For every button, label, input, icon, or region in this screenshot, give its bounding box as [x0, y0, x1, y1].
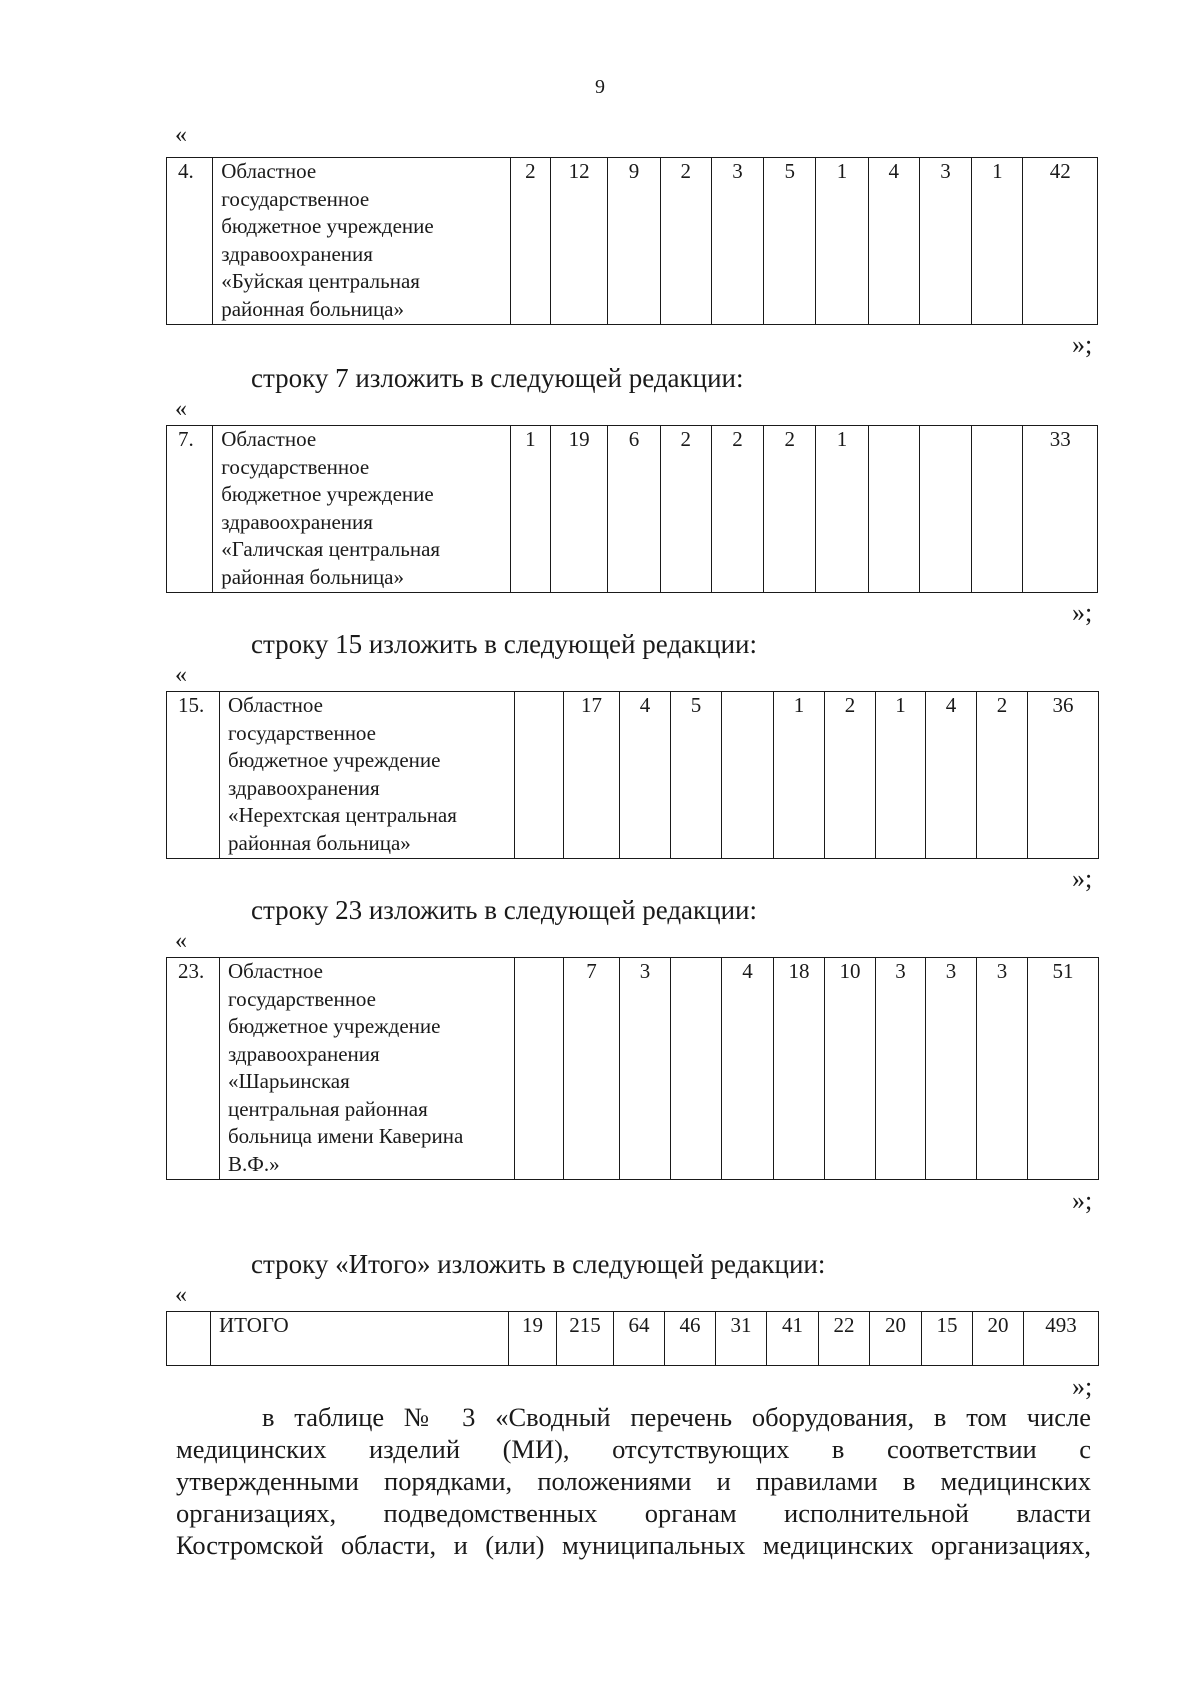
value-cell: 1 — [510, 426, 550, 593]
value-cell: 7 — [564, 958, 620, 1180]
total-cell: 51 — [1028, 958, 1099, 1180]
closing-quote: »; — [1072, 1186, 1093, 1215]
value-cell: 46 — [665, 1312, 716, 1366]
value-cell — [868, 426, 919, 593]
value-cell: 3 — [926, 958, 977, 1180]
closing-quote: »; — [1072, 864, 1093, 893]
paragraph-line: в таблице № 3 «Сводный перечень оборудования, в том числе — [262, 1402, 1091, 1432]
value-cell: 41 — [767, 1312, 819, 1366]
value-cell: 31 — [716, 1312, 767, 1366]
value-cell: 3 — [876, 958, 926, 1180]
value-cell: 215 — [557, 1312, 614, 1366]
value-cell: 64 — [614, 1312, 665, 1366]
paragraph-line: медицинских изделий (МИ), отсутствующих в соответствии с — [176, 1434, 1091, 1464]
instruction-text: строку 23 изложить в следующей редакции: — [251, 895, 758, 925]
row-number: 4. — [167, 158, 213, 325]
organization-name: Областное государственное бюджетное учреждение здравоохранения «Буйская центральная районная больница» — [213, 158, 511, 325]
value-cell: 4 — [722, 958, 774, 1180]
value-cell: 2 — [660, 158, 711, 325]
value-cell: 20 — [973, 1312, 1024, 1366]
value-cell: 18 — [774, 958, 825, 1180]
closing-quote: »; — [1072, 1372, 1093, 1401]
row-number — [167, 1312, 211, 1366]
value-cell — [722, 692, 774, 859]
value-cell: 4 — [620, 692, 671, 859]
organization-name: Областное государственное бюджетное учреждение здравоохранения «Нерехтская центральная районная больница» — [220, 692, 515, 859]
table-row-23 — [166, 957, 1099, 1180]
value-cell — [515, 958, 564, 1180]
value-cell — [919, 426, 971, 593]
opening-quote: « — [175, 396, 187, 422]
value-cell: 22 — [819, 1312, 870, 1366]
total-cell: 42 — [1023, 158, 1098, 325]
body-paragraph — [176, 1401, 1091, 1561]
instruction-text: строку «Итого» изложить в следующей редакции: — [251, 1249, 826, 1279]
total-cell: 493 — [1024, 1312, 1099, 1366]
value-cell — [671, 958, 722, 1180]
organization-name: Областное государственное бюджетное учреждение здравоохранения «Галичская центральная районная больница» — [213, 426, 511, 593]
value-cell: 20 — [870, 1312, 922, 1366]
row-number: 23. — [167, 958, 220, 1180]
value-cell: 3 — [711, 158, 763, 325]
row-number: 15. — [167, 692, 220, 859]
opening-quote: « — [175, 662, 187, 688]
value-cell: 4 — [868, 158, 919, 325]
organization-name: Областное государственное бюджетное учреждение здравоохранения «Шарьинская центральная районная больница имени Каверина В.Ф.» — [220, 958, 515, 1180]
value-cell: 10 — [825, 958, 876, 1180]
value-cell: 1 — [816, 426, 868, 593]
value-cell — [515, 692, 564, 859]
value-cell: 17 — [564, 692, 620, 859]
value-cell: 19 — [551, 426, 608, 593]
value-cell: 1 — [774, 692, 825, 859]
paragraph-line: Костромской области, и (или) муниципальных медицинских организациях, — [176, 1530, 1091, 1560]
total-label: ИТОГО — [211, 1312, 509, 1366]
value-cell: 12 — [551, 158, 608, 325]
table-row-4 — [166, 157, 1098, 325]
instruction-text: строку 7 изложить в следующей редакции: — [251, 363, 744, 393]
value-cell: 2 — [764, 426, 816, 593]
value-cell: 2 — [825, 692, 876, 859]
value-cell: 5 — [764, 158, 816, 325]
value-cell: 1 — [972, 158, 1023, 325]
value-cell: 1 — [816, 158, 868, 325]
value-cell: 1 — [876, 692, 926, 859]
paragraph-line: утвержденными порядками, положениями и правилами в медицинских — [176, 1466, 1091, 1496]
opening-quote: « — [175, 1282, 187, 1308]
value-cell: 5 — [671, 692, 722, 859]
value-cell: 2 — [977, 692, 1028, 859]
value-cell: 2 — [711, 426, 763, 593]
value-cell: 3 — [620, 958, 671, 1180]
row-number: 7. — [167, 426, 213, 593]
total-cell: 36 — [1028, 692, 1099, 859]
opening-quote: « — [175, 122, 187, 148]
value-cell: 2 — [660, 426, 711, 593]
table-row-7 — [166, 425, 1098, 593]
closing-quote: »; — [1072, 330, 1093, 359]
value-cell: 19 — [509, 1312, 557, 1366]
value-cell — [972, 426, 1023, 593]
value-cell: 6 — [608, 426, 660, 593]
value-cell: 4 — [926, 692, 977, 859]
paragraph-line: организациях, подведомственных органам исполнительной власти — [176, 1498, 1091, 1528]
closing-quote: »; — [1072, 598, 1093, 627]
value-cell: 3 — [919, 158, 971, 325]
value-cell: 3 — [977, 958, 1028, 1180]
value-cell: 15 — [922, 1312, 973, 1366]
table-row-15 — [166, 691, 1099, 859]
value-cell: 2 — [510, 158, 550, 325]
instruction-text: строку 15 изложить в следующей редакции: — [251, 629, 758, 659]
opening-quote: « — [175, 928, 187, 954]
total-cell: 33 — [1023, 426, 1098, 593]
value-cell: 9 — [608, 158, 660, 325]
page-number: 9 — [595, 76, 605, 98]
table-row-total — [166, 1311, 1099, 1366]
